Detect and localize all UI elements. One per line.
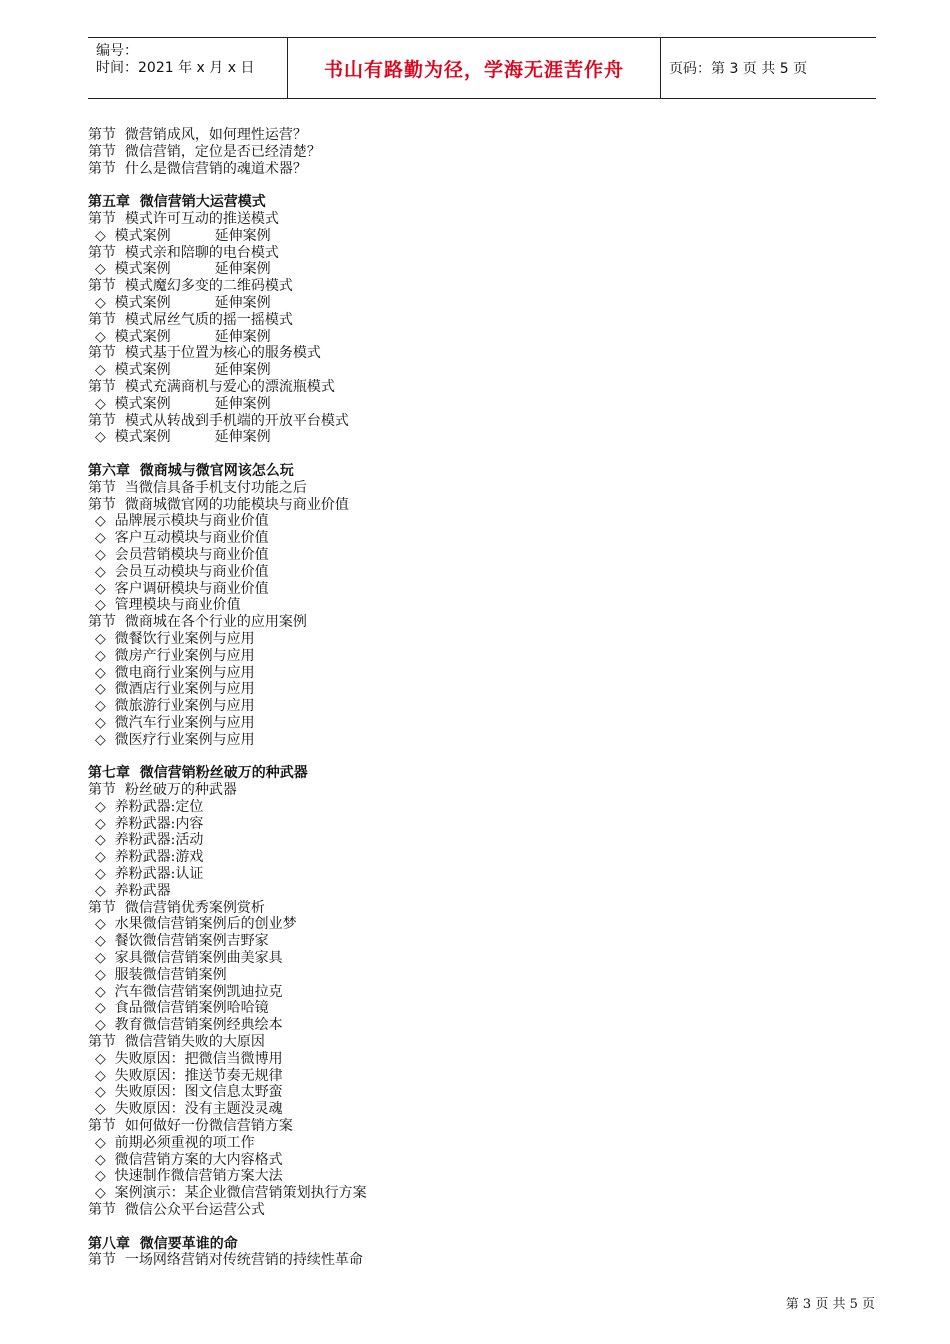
section-line: 第节 模式屌丝气质的摇一摇模式 [88, 311, 293, 328]
spacer [88, 446, 868, 463]
case-pair-left: ◇ 模式案例 [95, 294, 171, 311]
case-pair-item [88, 228, 868, 245]
section-line: 第节 当微信具备手机支付功能之后 [88, 479, 307, 496]
case-pair-left: ◇ 模式案例 [95, 362, 171, 379]
case-pair-right: 延伸案例 [214, 294, 271, 311]
list-item: ◇ 养粉武器 [95, 882, 171, 899]
list-item: ◇ 微餐饮行业案例与应用 [95, 630, 255, 647]
list-item: ◇ 教育微信营销案例经典绘本 [95, 1017, 283, 1034]
list-item: ◇ 品牌展示模块与商业价值 [95, 513, 269, 530]
list-item: ◇ 微电商行业案例与应用 [95, 664, 255, 681]
page-footer: 第 3 页 共 5 页 [785, 1297, 875, 1312]
section-line: 第节 模式从转战到手机端的开放平台模式 [88, 412, 349, 429]
section-line: 第节 模式充满商机与爱心的漂流瓶模式 [88, 378, 335, 395]
section-line: 第节 什么是微信营销的魂道术器？ [88, 160, 307, 177]
spacer [88, 1219, 868, 1236]
case-pair-right: 延伸案例 [214, 362, 271, 379]
case-pair-left: ◇ 模式案例 [95, 395, 171, 412]
header-motto-cell [288, 38, 661, 98]
table-of-contents [88, 127, 868, 1269]
list-item: ◇ 食品微信营销案例哈哈镜 [95, 1000, 269, 1017]
case-pair-right: 延伸案例 [214, 261, 271, 278]
header-motto: 书山有路勤为径，学海无涯苦作舟 [323, 59, 624, 81]
case-pair-item [88, 261, 868, 278]
chapter-heading: 第五章 微信营销大运营模式 [88, 194, 266, 211]
page-header [88, 37, 876, 99]
chapter-heading: 第六章 微商城与微官网该怎么玩 [88, 462, 294, 479]
case-pair-left: ◇ 模式案例 [95, 328, 171, 345]
list-item: ◇ 失败原因：推送节奏无规律 [95, 1067, 283, 1084]
case-pair-item [88, 295, 868, 312]
section-line: 第节 模式许可互动的推送模式 [88, 210, 279, 227]
document-date-label: 时间：2021 年 x 月 x 日 [96, 60, 255, 76]
section-line: 第节 一场网络营销对传统营销的持续性革命 [88, 1252, 363, 1269]
chapter-heading: 第八章 微信要革谁的命 [88, 1235, 238, 1252]
section-line: 第节 如何做好一份微信营销方案 [88, 1118, 293, 1135]
case-pair-item [88, 429, 868, 446]
section-line: 第节 模式基于位置为核心的服务模式 [88, 345, 321, 362]
list-item: ◇ 微旅游行业案例与应用 [95, 698, 255, 715]
section-line: 第节 微商城在各个行业的应用案例 [88, 614, 307, 631]
list-item: ◇ 微汽车行业案例与应用 [95, 714, 255, 731]
section-line: 第节 微信营销失败的大原因 [88, 1034, 265, 1051]
list-item: ◇ 养粉武器:游戏 [95, 849, 204, 866]
case-pair-left: ◇ 模式案例 [95, 429, 171, 446]
list-item: ◇ 失败原因：图文信息太野蛮 [95, 1084, 283, 1101]
chapter-heading: 第七章 微信营销粉丝破万的种武器 [88, 765, 308, 782]
case-pair-right: 延伸案例 [214, 429, 271, 446]
case-pair-left: ◇ 模式案例 [95, 261, 171, 278]
list-item: ◇ 失败原因：把微信当微博用 [95, 1050, 283, 1067]
section-line: 第节 微信营销优秀案例赏析 [88, 899, 265, 916]
spacer [88, 748, 868, 765]
spacer [88, 177, 868, 194]
section-line: 第节 微信公众平台运营公式 [88, 1202, 265, 1218]
list-item: ◇ 前期必须重视的项工作 [95, 1134, 255, 1151]
case-pair-item [88, 362, 868, 379]
list-item: ◇ 养粉武器:认证 [95, 866, 204, 883]
header-meta-cell [88, 38, 288, 98]
list-item: ◇ 微医疗行业案例与应用 [95, 731, 255, 748]
case-pair-item [88, 396, 868, 413]
list-item: ◇ 微信营销方案的大内容格式 [95, 1151, 283, 1168]
case-pair-right: 延伸案例 [214, 227, 271, 244]
list-item: ◇ 失败原因：没有主题没灵魂 [95, 1101, 283, 1118]
list-item: ◇ 养粉武器:定位 [95, 798, 204, 815]
list-item: ◇ 微酒店行业案例与应用 [95, 681, 255, 698]
list-item: ◇ 客户调研模块与商业价值 [95, 580, 269, 597]
list-item: ◇ 会员营销模块与商业价值 [95, 546, 269, 563]
list-item: ◇ 会员互动模块与商业价值 [95, 563, 269, 580]
section-line: 第节 模式魔幻多变的二维码模式 [88, 278, 293, 295]
header-page-cell [661, 38, 876, 98]
case-pair-item [88, 329, 868, 346]
case-pair-right: 延伸案例 [214, 328, 271, 345]
list-item: ◇ 案例演示：某企业微信营销策划执行方案 [95, 1185, 367, 1202]
list-item: ◇ 服装微信营销案例 [95, 966, 227, 983]
list-item: ◇ 汽车微信营销案例凯迪拉克 [95, 983, 283, 1000]
section-line: 第节 模式亲和陪聊的电台模式 [88, 244, 279, 261]
case-pair-right: 延伸案例 [214, 395, 271, 412]
list-item: ◇ 养粉武器:内容 [95, 815, 204, 832]
section-line: 第节 微信营销，定位是否已经清楚？ [88, 143, 321, 160]
list-item: ◇ 管理模块与商业价值 [95, 597, 241, 614]
list-item: ◇ 家具微信营销案例曲美家具 [95, 950, 283, 967]
section-line: 第节 微商城微官网的功能模块与商业价值 [88, 496, 349, 513]
list-item: ◇ 快速制作微信营销方案大法 [95, 1168, 283, 1185]
list-item: ◇ 养粉武器:活动 [95, 832, 204, 849]
document-number-label: 编号： [96, 43, 138, 59]
list-item: ◇ 微房产行业案例与应用 [95, 647, 255, 664]
header-page-number: 页码：第 3 页 共 5 页 [669, 61, 808, 77]
section-line: 第节 粉丝破万的种武器 [88, 782, 237, 799]
list-item: ◇ 水果微信营销案例后的创业梦 [95, 916, 297, 933]
section-line: 第节 微营销成风，如何理性运营？ [88, 127, 307, 143]
list-item: ◇ 客户互动模块与商业价值 [95, 530, 269, 547]
list-item: ◇ 餐饮微信营销案例吉野家 [95, 933, 269, 950]
case-pair-left: ◇ 模式案例 [95, 227, 171, 244]
